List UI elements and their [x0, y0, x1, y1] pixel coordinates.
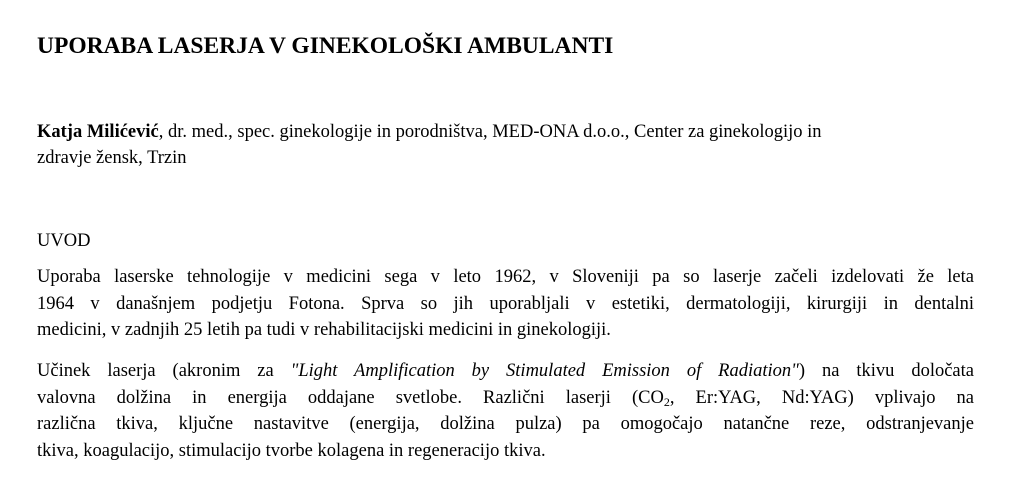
section-heading: UVOD: [37, 231, 91, 251]
subscript: 2: [663, 394, 670, 409]
paragraph-line: 1964 v današnjem podjetju Fotona. Sprva so jih uporabljali v estetiki, dermatologiji, kirurgiji in dentalni: [37, 293, 974, 314]
acronym-expansion: "Light Amplification by Stimulated Emission of Radiation": [290, 361, 799, 381]
author-name: Katja Milićević: [37, 122, 159, 142]
paragraph-line: tkiva, koagulacijo, stimulacijo tvorbe kolagena in regeneracijo tkiva.: [37, 440, 546, 461]
paragraph-line: medicini, v zadnjih 25 letih pa tudi v rehabilitacijski medicini in ginekologiji.: [37, 320, 611, 340]
text-run: valovna dolžina in energija oddajane svetlobe. Različni laserji (CO: [37, 387, 664, 408]
author-affiliation-line2: zdravje žensk, Trzin: [37, 148, 187, 168]
text-run: , Er:YAG, Nd:YAG) vplivajo na: [669, 387, 974, 408]
author-affiliation-line1: , dr. med., spec. ginekologije in porodništva, MED-ONA d.o.o., Center za ginekologijo in: [158, 122, 822, 142]
text-run: Učinek laserja (akronim za: [37, 361, 291, 381]
paragraph-line: različna tkiva, ključne nastavitve (energija, dolžina pulza) pa omogočajo natančne reze, odstranjevanje: [37, 414, 974, 434]
paragraph-line: [37, 358, 974, 385]
document-title: UPORABA LASERJA V GINEKOLOŠKI AMBULANTI: [37, 33, 614, 59]
paragraph-laser-effect: [37, 358, 974, 464]
text-run: ) na tkivu določata: [798, 361, 974, 381]
paragraph-intro: [37, 264, 974, 344]
author-block: [37, 119, 974, 171]
paragraph-line: [37, 385, 974, 412]
paragraph-line: Uporaba laserske tehnologije v medicini sega v leto 1962, v Sloveniji pa so laserje začeli izdelovati že leta: [37, 267, 974, 287]
